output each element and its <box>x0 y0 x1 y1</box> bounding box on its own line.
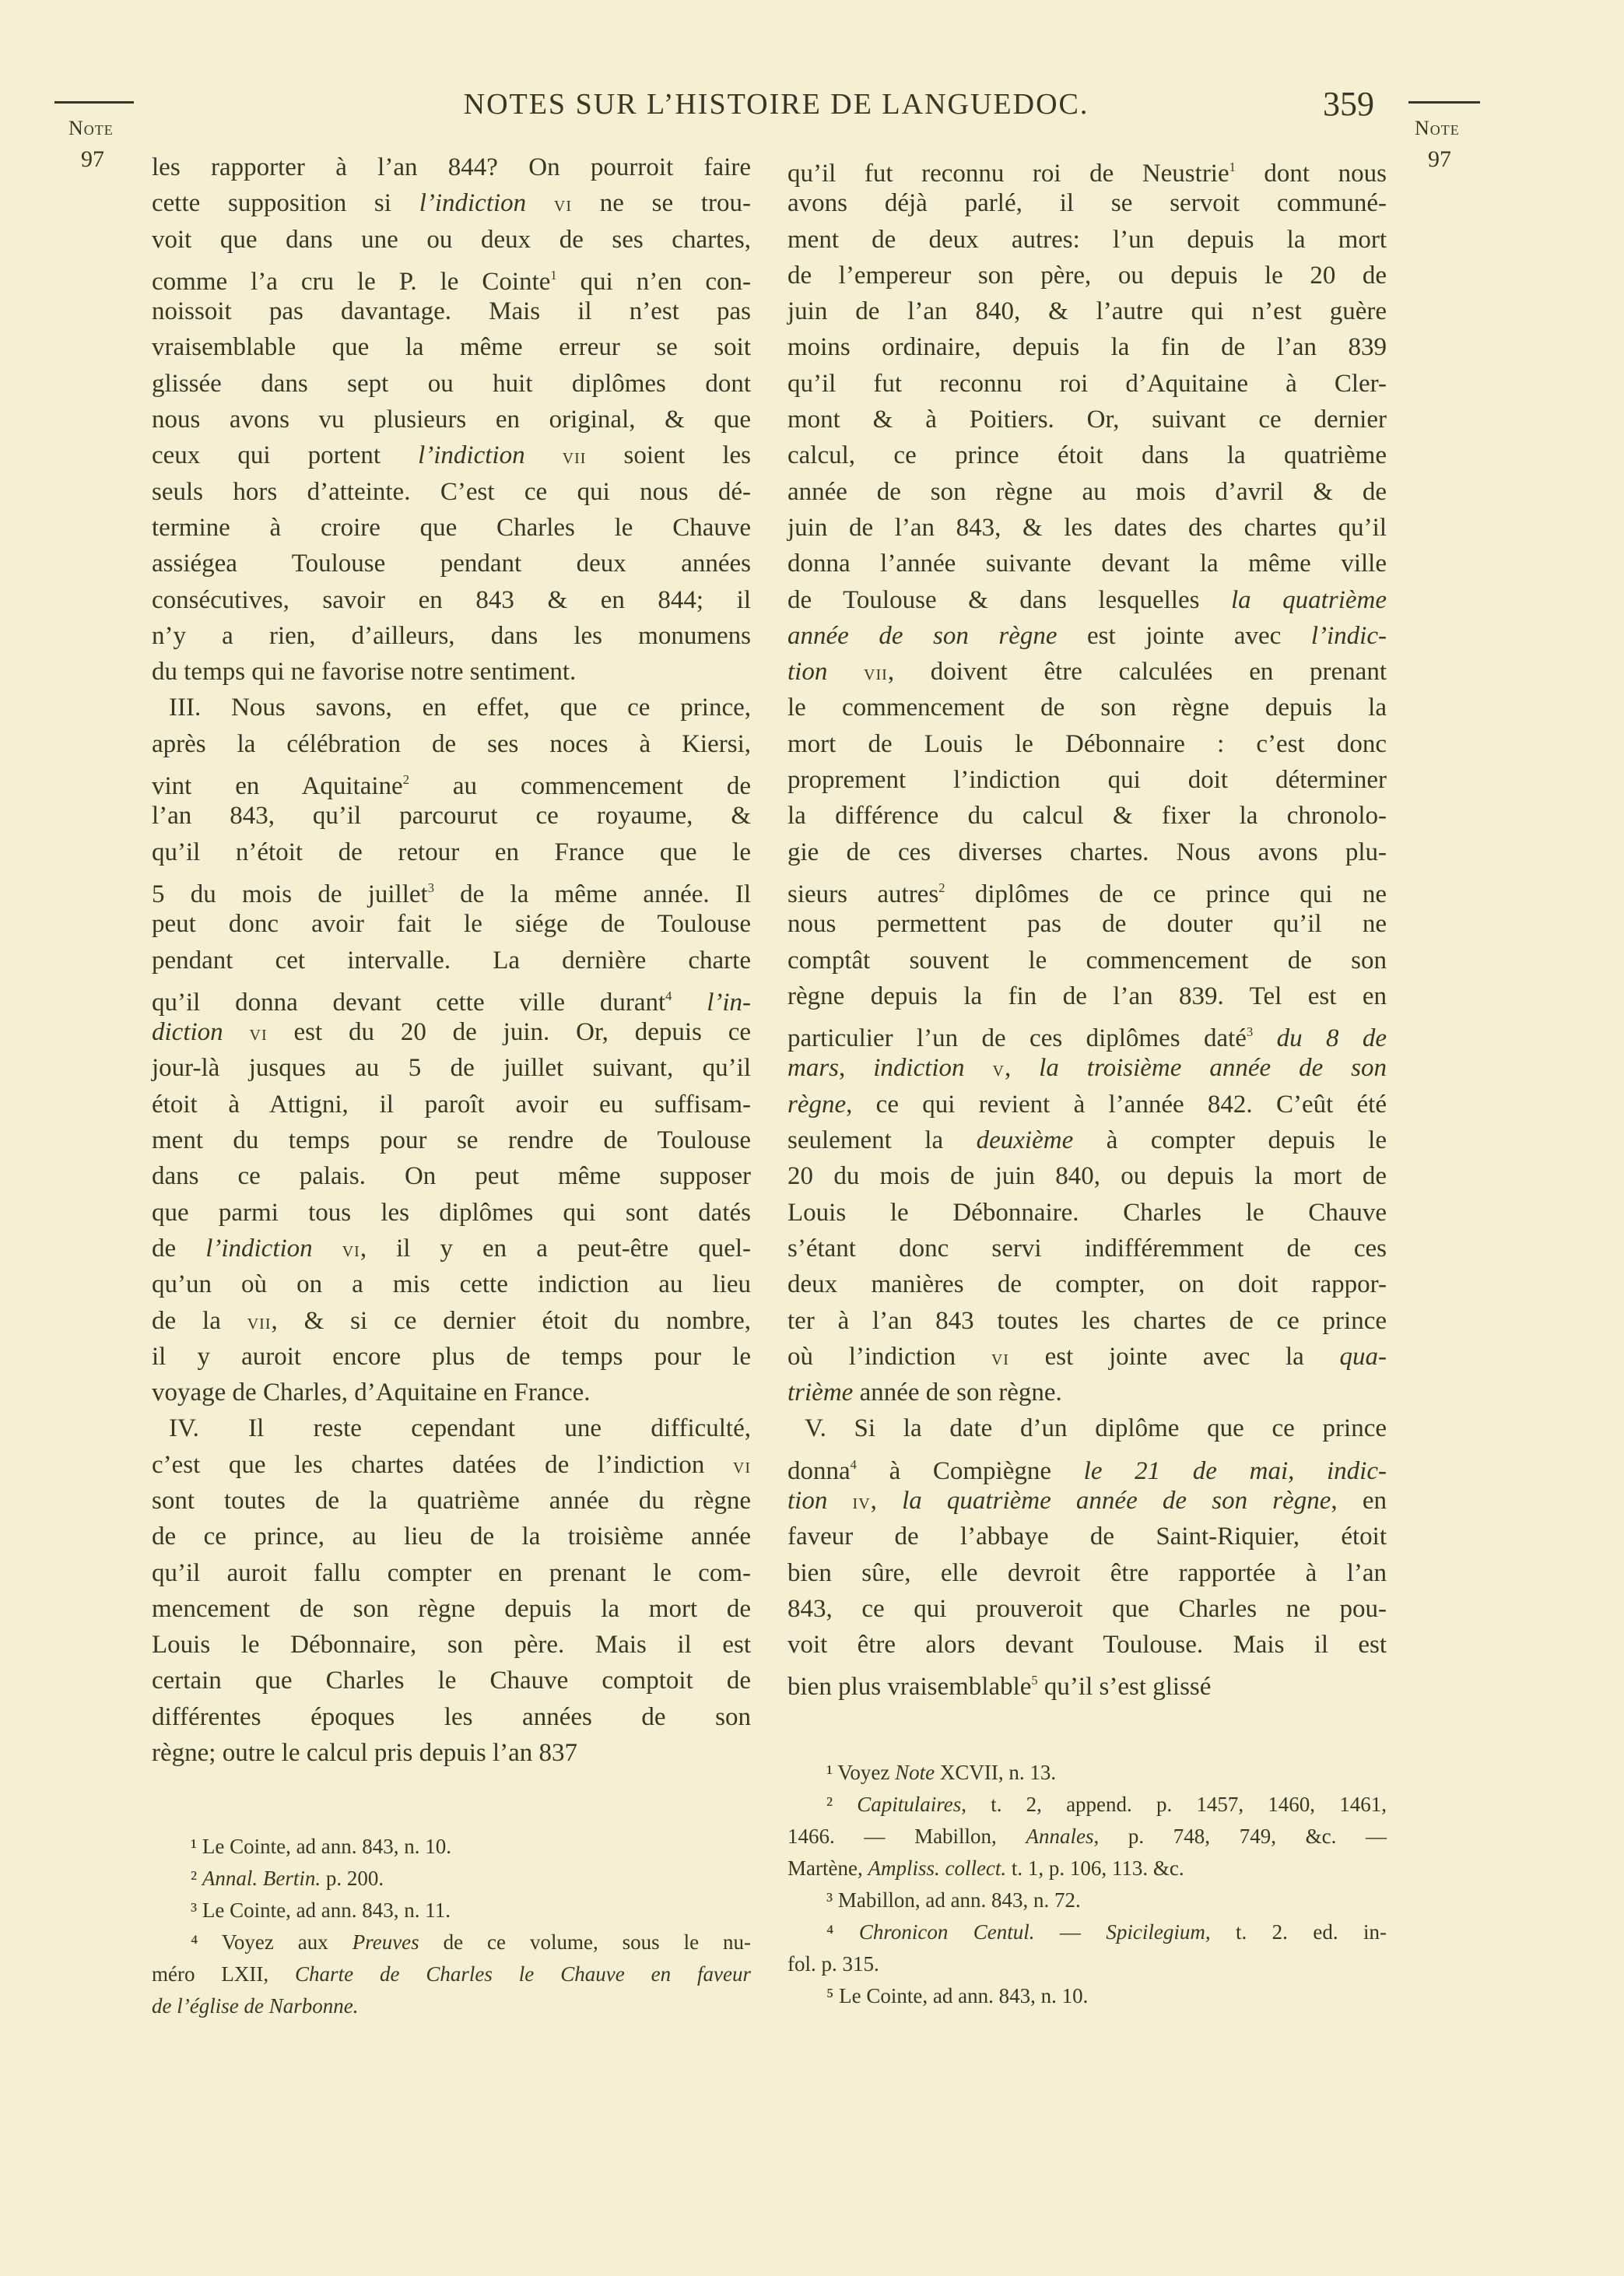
text-run: ² <box>826 1793 858 1816</box>
footnote-ref: 1 <box>1229 160 1236 174</box>
text-run: année de son règne au mois d’avril & de <box>787 477 1387 506</box>
text-line <box>787 654 1387 690</box>
text-run: dans ce palais. On peut même supposer <box>152 1162 751 1191</box>
footnote-ref: 4 <box>850 1456 857 1472</box>
italic-run: le 21 de mai, indic- <box>1083 1456 1387 1485</box>
text-run: n’y a rien, d’ailleurs, dans les monumens <box>152 621 751 650</box>
italic-run: la troisième année de son <box>1039 1054 1387 1083</box>
text-line <box>152 870 751 909</box>
text-line <box>787 1663 1387 1702</box>
text-run: ⁴ Voyez aux <box>191 1930 353 1954</box>
text-run: est du 20 de juin. Or, depuis ce <box>267 1018 752 1047</box>
italic-run: Ampliss. collect. <box>868 1856 1007 1880</box>
text-run: Martène, <box>787 1856 868 1880</box>
roman-numeral: v <box>992 1057 1005 1082</box>
footnote-line <box>787 1884 1387 1916</box>
text-line <box>152 1735 751 1771</box>
text-run: t. 2. ed. in- <box>1210 1920 1387 1944</box>
text-line <box>152 618 751 654</box>
italic-run: l’in- <box>707 989 752 1017</box>
text-run: p. 200. <box>321 1867 384 1890</box>
text-run: ne se trou- <box>572 189 751 218</box>
text-line <box>787 943 1387 978</box>
text-run: est jointe avec la <box>1008 1342 1340 1371</box>
text-run: ⁴ <box>826 1920 859 1944</box>
footnote-ref: 3 <box>1246 1024 1254 1040</box>
text-line <box>787 1050 1387 1086</box>
text-line <box>152 1122 751 1158</box>
text-line <box>152 1591 751 1627</box>
text-line <box>787 1555 1387 1591</box>
italic-run: l’indiction <box>418 441 525 470</box>
text-line <box>787 258 1387 293</box>
text-run: Louis le Débonnaire, son père. Mais il est <box>152 1631 751 1660</box>
footnote-line <box>152 1958 751 1990</box>
text-run: nous avons vu plusieurs en original, & que <box>152 406 751 434</box>
text-run: particulier l’un de ces diplômes daté <box>787 1024 1247 1053</box>
text-run: juin de l’an 843, & les dates des chartes qu’il <box>787 513 1387 542</box>
text-run: 5 du mois de juillet <box>152 880 428 909</box>
text-run: donna l’année suivante devant la même ville <box>787 550 1387 578</box>
text-line <box>787 222 1387 258</box>
text-run: de Toulouse & dans lesquelles <box>787 585 1231 614</box>
italic-run: Annal. Bertin. <box>202 1867 321 1890</box>
text-run: ¹ Le Cointe, ad ann. 843, n. 10. <box>191 1835 452 1858</box>
text-line <box>152 726 751 762</box>
italic-run: Capitulaires <box>857 1793 962 1816</box>
roman-numeral: vi <box>342 1237 360 1262</box>
text-run: s’étant donc servi indifféremment de ces <box>787 1234 1387 1263</box>
footnote-ref: 3 <box>427 880 434 895</box>
text-run <box>965 1054 993 1082</box>
text-run: pendant cet intervalle. La dernière charte <box>152 946 751 975</box>
text-line <box>787 1447 1387 1483</box>
text-run: règne depuis la fin de l’an 839. Tel est en <box>787 982 1387 1010</box>
text-line <box>152 1266 751 1302</box>
text-line <box>787 906 1387 942</box>
text-run <box>827 658 864 686</box>
text-line <box>152 654 751 690</box>
text-run <box>827 1487 852 1515</box>
italic-run: Spicilegium, <box>1106 1920 1211 1944</box>
text-run: comme l’a cru le P. le Cointe <box>152 268 551 297</box>
text-run: qu’il n’étoit de retour en France que le <box>152 838 751 866</box>
text-run: le commencement de son règne depuis la <box>787 694 1387 722</box>
text-run: du temps qui ne favorise notre sentiment. <box>152 658 577 687</box>
italic-run: diction <box>152 1018 223 1047</box>
italic-run: tion <box>787 658 828 687</box>
text-line <box>787 185 1387 221</box>
text-run: de ce prince, au lieu de la troisième année <box>152 1523 751 1551</box>
text-run: termine à croire que Charles le Chauve <box>152 513 751 542</box>
text-run: de ce volume, sous le nu- <box>419 1930 751 1954</box>
footnote-line <box>152 1863 751 1895</box>
text-run: l’an 843, qu’il parcourut ce royaume, & <box>152 802 751 831</box>
text-run: qu’il s’est glissé <box>1037 1673 1212 1702</box>
text-run: donna <box>787 1456 851 1485</box>
italic-run: du 8 de <box>1276 1024 1387 1053</box>
text-line <box>787 690 1387 725</box>
text-line <box>787 1158 1387 1194</box>
margin-note-number-right: 97 <box>1428 146 1451 172</box>
text-line <box>152 474 751 510</box>
italic-run: trième <box>787 1379 854 1407</box>
text-run: diplômes de ce prince qui ne <box>945 880 1387 909</box>
text-line <box>787 798 1387 834</box>
text-run: certain que Charles le Chauve comptoit de <box>152 1667 751 1695</box>
text-run: dont nous <box>1235 160 1387 188</box>
text-run: soient les <box>586 441 752 470</box>
text-line <box>152 1627 751 1663</box>
text-run: , <box>870 1486 903 1515</box>
text-line <box>152 1158 751 1194</box>
running-title: NOTES SUR L’HISTOIRE DE LANGUEDOC. <box>463 88 1089 121</box>
text-run: au commencement de <box>409 772 752 801</box>
text-line <box>152 222 751 258</box>
right-column <box>787 149 1387 1702</box>
text-run: IV. Il reste cependant une difficulté, <box>169 1414 751 1443</box>
text-line <box>787 546 1387 581</box>
footnote-line <box>787 1789 1387 1821</box>
italic-run: Chronicon Centul. <box>858 1920 1035 1944</box>
text-line <box>152 1699 751 1735</box>
text-line <box>787 474 1387 510</box>
roman-numeral: vi <box>249 1021 268 1046</box>
text-line <box>787 762 1387 798</box>
text-line <box>787 1591 1387 1627</box>
text-run: méro LXII, <box>152 1962 296 1986</box>
text-run: glissée dans sept ou huit diplômes dont <box>152 369 751 398</box>
text-line <box>152 510 751 546</box>
text-line <box>787 1266 1387 1302</box>
text-line <box>152 1447 751 1483</box>
text-line <box>787 366 1387 402</box>
text-line <box>152 546 751 581</box>
text-run: gie de ces diverses chartes. Nous avons plu- <box>787 838 1387 866</box>
text-run <box>223 1018 250 1046</box>
text-line <box>152 1303 751 1339</box>
footnote-line <box>787 1853 1387 1884</box>
text-line <box>152 1555 751 1591</box>
text-run: consécutives, savoir en 843 & en 844; il <box>152 585 751 614</box>
text-line <box>787 1303 1387 1339</box>
text-run: , en <box>1331 1486 1387 1515</box>
text-run: moins ordinaire, depuis la fin de l’an 839 <box>787 333 1387 362</box>
text-run: qu’il fut reconnu roi de Neustrie <box>787 160 1229 188</box>
text-run: ceux qui portent <box>152 441 419 470</box>
text-line <box>152 978 752 1017</box>
text-run: faveur de l’abbaye de Saint-Riquier, étoit <box>787 1523 1387 1551</box>
text-run: de la <box>152 1306 247 1335</box>
text-run: à Compiègne <box>856 1456 1084 1485</box>
text-run: ⁵ Le Cointe, ad ann. 843, n. 10. <box>826 1984 1089 2007</box>
text-line <box>787 978 1387 1014</box>
italic-run: règne <box>787 1090 847 1119</box>
italic-run: l’indiction <box>205 1234 313 1263</box>
text-line <box>152 402 751 437</box>
italic-run: Charte de Charles le Chauve en faveur <box>295 1962 751 1986</box>
text-run: qui n’en con- <box>556 268 751 297</box>
text-run: ter à l’an 843 toutes les chartes de ce prince <box>787 1306 1387 1335</box>
text-run: voit que dans une ou deux de ses chartes, <box>152 225 751 254</box>
text-run: à compter depuis le <box>1073 1126 1387 1155</box>
roman-numeral: vi <box>732 1453 751 1478</box>
text-run: année de son règne. <box>853 1379 1062 1407</box>
italic-run: de l’église de Narbonne. <box>152 1994 359 2018</box>
text-line <box>787 582 1387 618</box>
text-line <box>787 870 1387 909</box>
text-run: , <box>1004 1054 1040 1083</box>
text-run: différentes époques les années de son <box>152 1702 751 1731</box>
text-run: étoit à Attigni, il paroît avoir eu suffisam- <box>152 1090 751 1119</box>
text-line <box>152 1519 751 1554</box>
italic-run: Annales <box>1026 1825 1094 1848</box>
text-line <box>152 1410 751 1446</box>
text-run: voit être alors devant Toulouse. Mais il est <box>787 1631 1387 1660</box>
text-run: après la célébration de ses noces à Kiersi, <box>152 729 751 758</box>
footnote-line <box>152 1927 751 1958</box>
italic-run: indiction <box>873 1054 965 1083</box>
footnote-line <box>152 1831 751 1863</box>
italic-run: Preuves <box>352 1930 419 1954</box>
text-line <box>152 906 751 942</box>
footnote-line <box>787 1916 1387 1948</box>
text-run: , & si ce dernier étoit du nombre, <box>271 1306 751 1335</box>
text-run: mort de Louis le Débonnaire : c’est donc <box>787 729 1387 758</box>
italic-run: année de son règne <box>787 621 1058 650</box>
text-run: , doivent être calculées en prenant <box>887 658 1387 687</box>
text-run: bien plus vraisemblable <box>787 1673 1032 1702</box>
text-line <box>152 329 751 365</box>
text-run: vraisemblable que la même erreur se soit <box>152 333 751 362</box>
text-run: , p. 748, 749, &c. — <box>1093 1825 1387 1848</box>
text-line <box>152 149 751 185</box>
text-run: proprement l’indiction qui doit déterminer <box>787 766 1387 795</box>
text-run: t. 1, p. 106, 113. &c. <box>1006 1856 1184 1880</box>
text-run: ³ Le Cointe, ad ann. 843, n. 11. <box>191 1898 451 1922</box>
text-run: , <box>839 1054 874 1083</box>
text-run: ² <box>191 1867 202 1890</box>
text-line <box>787 726 1387 762</box>
margin-note-label-right: Note <box>1415 117 1460 139</box>
text-run: vint en Aquitaine <box>152 772 403 801</box>
text-line <box>152 582 751 618</box>
text-line <box>787 329 1387 365</box>
text-line <box>152 1087 751 1122</box>
right-footnotes <box>787 1757 1387 2012</box>
footnote-ref: 5 <box>1031 1673 1038 1688</box>
text-run <box>672 989 707 1017</box>
text-line <box>787 1014 1387 1053</box>
italic-run: Note <box>895 1761 935 1784</box>
text-run: fol. p. 315. <box>787 1952 879 1976</box>
text-run: seuls hors d’atteinte. C’est ce qui nous dé- <box>152 477 751 506</box>
footnote-line <box>152 1895 751 1927</box>
text-run: , il y en a peut-être quel- <box>360 1234 751 1263</box>
text-line <box>152 1050 751 1086</box>
text-line <box>152 798 751 834</box>
text-line <box>787 149 1387 188</box>
text-line <box>152 366 751 402</box>
italic-run: l’indiction <box>419 189 527 218</box>
text-run: de <box>152 1234 206 1263</box>
text-run: où l’indiction <box>787 1342 991 1371</box>
text-line <box>787 1087 1387 1122</box>
text-run: jour-là jusques au 5 de juillet suivant, qu’il <box>152 1054 751 1083</box>
left-column <box>152 149 751 1771</box>
text-line <box>787 1375 1387 1410</box>
text-line <box>152 1339 751 1375</box>
text-run: qu’il auroit fallu compter en prenant le com- <box>152 1558 751 1587</box>
text-run: ³ Mabillon, ad ann. 843, n. 72. <box>826 1888 1081 1912</box>
roman-numeral: vii <box>562 444 587 469</box>
text-line <box>787 618 1387 654</box>
text-run: c’est que les chartes datées de l’indiction <box>152 1450 733 1479</box>
text-run: deux manières de compter, on doit rappor- <box>787 1270 1387 1299</box>
text-run: 843, ce qui prouveroit que Charles ne pou- <box>787 1594 1387 1623</box>
text-run: comptât souvent le commencement de son <box>787 946 1387 975</box>
text-line <box>152 293 751 329</box>
roman-numeral: vii <box>864 661 888 686</box>
text-run: ¹ Voyez <box>826 1761 896 1784</box>
text-line <box>787 402 1387 437</box>
text-line <box>787 1195 1387 1231</box>
text-run: que parmi tous les diplômes qui sont datés <box>152 1198 751 1227</box>
text-run: ment de deux autres: l’un depuis la mort <box>787 225 1387 254</box>
text-line <box>152 943 751 978</box>
left-footnotes <box>152 1831 751 2022</box>
footnote-line <box>787 1821 1387 1853</box>
page-number: 359 <box>1323 85 1374 123</box>
text-run: , t. 2, append. p. 1457, 1460, 1461, <box>961 1793 1387 1816</box>
text-run: V. Si la date d’un diplôme que ce prince <box>805 1414 1387 1443</box>
text-run: qu’il fut reconnu roi d’Aquitaine à Cler- <box>787 369 1387 398</box>
text-run: qu’il donna devant cette ville durant <box>152 989 666 1017</box>
roman-numeral: vi <box>991 1345 1009 1370</box>
text-line <box>787 1122 1387 1158</box>
text-line <box>152 1231 751 1266</box>
margin-note-number-left: 97 <box>81 146 104 172</box>
text-line <box>787 834 1387 870</box>
text-run: peut donc avoir fait le siége de Toulouse <box>152 910 751 939</box>
text-run: Louis le Débonnaire. Charles le Chauve <box>787 1198 1387 1227</box>
footnote-line <box>787 1948 1387 1980</box>
text-line <box>787 1410 1387 1446</box>
footnote-ref: 2 <box>938 880 945 895</box>
text-run: la différence du calcul & fixer la chronolo- <box>787 802 1387 831</box>
text-run: ment du temps pour se rendre de Toulouse <box>152 1126 751 1155</box>
text-run: mencement de son règne depuis la mort de <box>152 1594 751 1623</box>
text-line <box>152 1195 751 1231</box>
text-run: il y auroit encore plus de temps pour le <box>152 1342 751 1371</box>
text-run <box>313 1235 342 1263</box>
text-run: seulement la <box>787 1126 977 1155</box>
text-line <box>787 1483 1387 1519</box>
text-run: III. Nous savons, en effet, que ce prince, <box>169 694 751 722</box>
text-line <box>787 1231 1387 1266</box>
text-run: XCVII, n. 13. <box>935 1761 1057 1784</box>
text-line <box>152 1663 751 1698</box>
text-run: de l’empereur son père, ou depuis le 20 de <box>787 261 1387 290</box>
text-run: 20 du mois de juin 840, ou depuis la mort de <box>787 1162 1387 1191</box>
text-line <box>152 690 751 725</box>
italic-run: la quatrième année de son règne <box>902 1486 1331 1515</box>
text-run <box>525 441 563 469</box>
roman-numeral: vii <box>247 1309 272 1334</box>
text-run <box>526 189 554 217</box>
footnote-line <box>787 1980 1387 2012</box>
text-run: noissoit pas davantage. Mais il n’est pas <box>152 297 751 326</box>
text-run: cette supposition si <box>152 189 419 218</box>
text-run: règne; outre le calcul pris depuis l’an 837 <box>152 1739 578 1768</box>
text-line <box>152 437 751 473</box>
text-run: — <box>1034 1920 1107 1944</box>
text-run: sieurs autres <box>787 880 939 909</box>
text-line <box>152 762 752 801</box>
text-run: de la même année. Il <box>433 880 751 909</box>
italic-run: qua- <box>1339 1342 1387 1371</box>
text-run: nous permettent pas de douter qu’il ne <box>787 910 1387 939</box>
text-run: voyage de Charles, d’Aquitaine en France. <box>152 1379 591 1407</box>
text-line <box>152 1375 751 1410</box>
text-line <box>152 1483 751 1519</box>
italic-run: l’indic- <box>1310 621 1387 650</box>
text-line <box>152 1014 751 1050</box>
text-run: assiégea Toulouse pendant deux années <box>152 550 751 578</box>
text-line <box>787 1519 1387 1554</box>
text-line <box>787 437 1387 473</box>
text-run <box>1253 1024 1276 1052</box>
footnote-line <box>152 1990 751 2022</box>
text-run: les rapporter à l’an 844? On pourroit faire <box>152 153 751 181</box>
text-line <box>152 834 751 870</box>
italic-run: deuxième <box>976 1126 1074 1155</box>
footnote-ref: 4 <box>665 988 672 1003</box>
text-line <box>152 258 751 297</box>
text-run: avons déjà parlé, il se servoit communé- <box>787 189 1387 218</box>
text-run: qu’un où on a mis cette indiction au lieu <box>152 1270 751 1299</box>
text-line <box>787 510 1387 546</box>
roman-numeral: vi <box>553 192 573 217</box>
text-line <box>787 1339 1387 1375</box>
italic-run: mars <box>787 1054 840 1083</box>
text-run: bien sûre, elle devroit être rapportée à l’an <box>787 1558 1387 1587</box>
footnote-ref: 2 <box>402 772 409 788</box>
text-run: , ce qui revient à l’année 842. C’eût été <box>846 1090 1387 1119</box>
footnote-line <box>787 1757 1387 1789</box>
text-run: juin de l’an 840, & l’autre qui n’est guère <box>787 297 1387 326</box>
text-line <box>152 185 751 221</box>
footnote-ref: 1 <box>550 267 557 283</box>
roman-numeral: iv <box>852 1489 871 1514</box>
margin-note-label-left: Note <box>68 117 114 139</box>
text-line <box>787 293 1387 329</box>
text-line <box>787 1627 1387 1663</box>
text-run: est jointe avec <box>1057 621 1311 650</box>
italic-run: la quatrième <box>1230 585 1387 614</box>
text-run: sont toutes de la quatrième année du règne <box>152 1486 751 1515</box>
text-run: mont & à Poitiers. Or, suivant ce dernier <box>787 406 1387 434</box>
text-run: calcul, ce prince étoit dans la quatrième <box>787 441 1387 470</box>
italic-run: tion <box>787 1486 828 1515</box>
text-run: 1466. — Mabillon, <box>787 1825 1026 1848</box>
